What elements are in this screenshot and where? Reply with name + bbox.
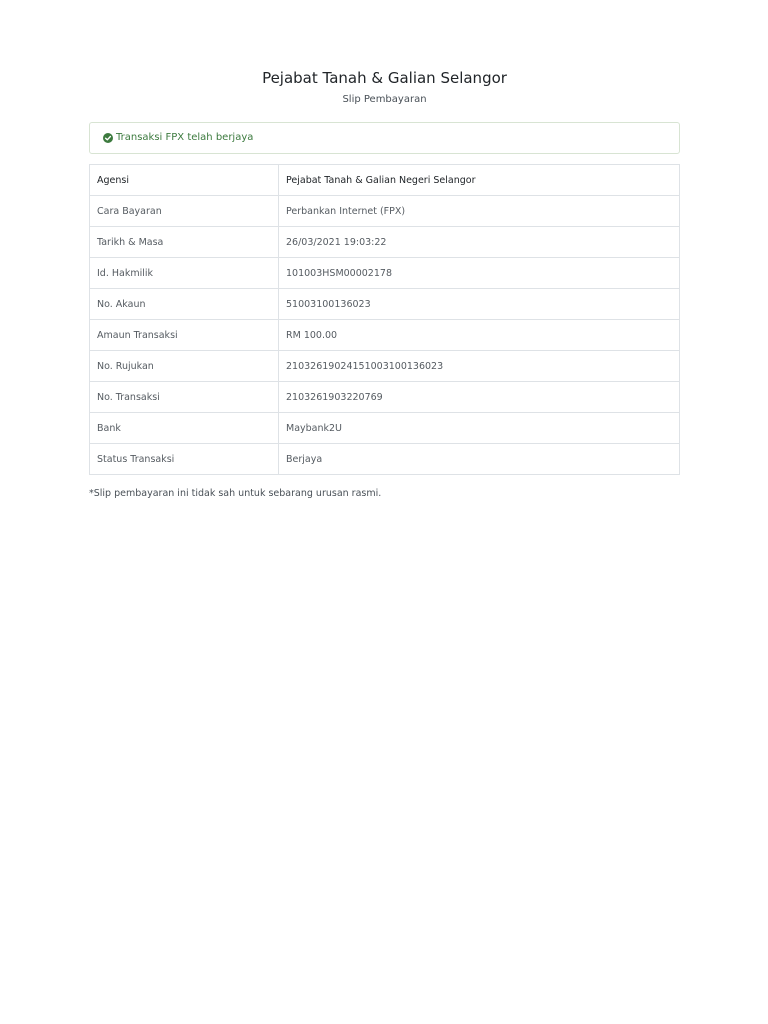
table-row [90, 289, 680, 320]
row-label: Id. Hakmilik [90, 258, 279, 289]
page-title: Pejabat Tanah & Galian Selangor [262, 69, 507, 87]
table-row [90, 165, 680, 196]
table-row [90, 320, 680, 351]
row-label: Amaun Transaksi [90, 320, 279, 351]
row-value: Perbankan Internet (FPX) [279, 196, 680, 227]
transaction-details-table [89, 164, 680, 475]
row-label: Status Transaksi [90, 444, 279, 475]
table-row [90, 444, 680, 475]
row-label: No. Rujukan [90, 351, 279, 382]
page-subtitle: Slip Pembayaran [342, 94, 427, 105]
row-label: Tarikh & Masa [90, 227, 279, 258]
row-label: Bank [90, 413, 279, 444]
row-label: Agensi [90, 165, 279, 196]
table-row [90, 413, 680, 444]
row-value: RM 100.00 [279, 320, 680, 351]
check-circle-icon [103, 133, 113, 143]
row-value: 51003100136023 [279, 289, 680, 320]
alert-text: Transaksi FPX telah berjaya [116, 132, 254, 143]
row-label: No. Akaun [90, 289, 279, 320]
row-value: Pejabat Tanah & Galian Negeri Selangor [279, 165, 680, 196]
row-value: 101003HSM00002178 [279, 258, 680, 289]
row-label: Cara Bayaran [90, 196, 279, 227]
row-label: No. Transaksi [90, 382, 279, 413]
table-row [90, 258, 680, 289]
table-row [90, 227, 680, 258]
row-value: 2103261903220769 [279, 382, 680, 413]
disclaimer-note: *Slip pembayaran ini tidak sah untuk sebarang urusan rasmi. [89, 488, 382, 499]
row-value: 26/03/2021 19:03:22 [279, 227, 680, 258]
table-row [90, 382, 680, 413]
row-value: Berjaya [279, 444, 680, 475]
table-row [90, 196, 680, 227]
row-value: Maybank2U [279, 413, 680, 444]
row-value: 21032619024151003100136023 [279, 351, 680, 382]
table-row [90, 351, 680, 382]
success-alert [89, 122, 680, 154]
